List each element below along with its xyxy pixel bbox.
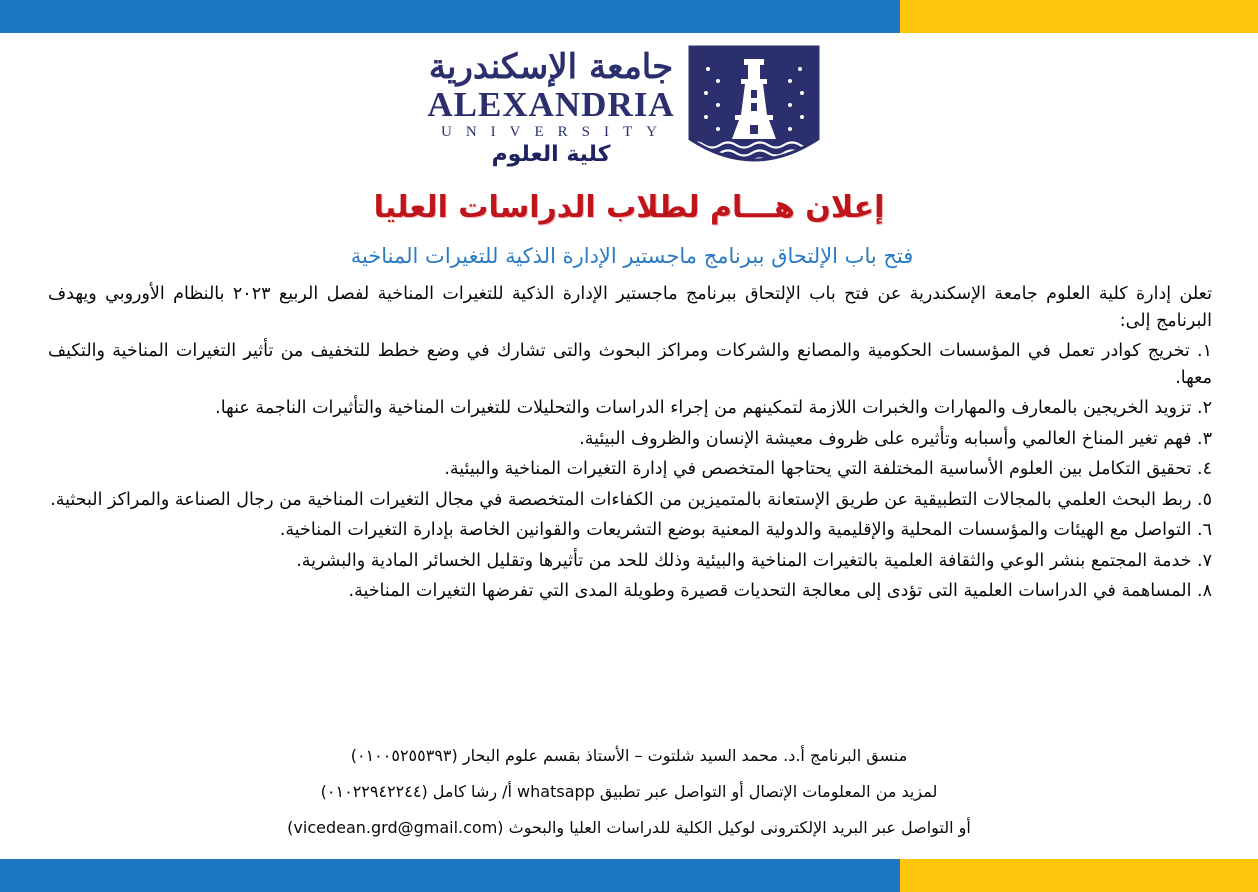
goal-item: ٦. التواصل مع الهيئات والمؤسسات المحلية والإقليمية والدولية المعنية بوضع التشريعات والقوانين الخاصة بإدارة التغيرات المناخية. xyxy=(279,520,1212,540)
announcement-body xyxy=(48,281,1212,609)
coordinator-line: منسق البرنامج أ.د. محمد السيد شلتوت – الأستاذ بقسم علوم البحار (٠١٠٠٥٢٥٥٣٩٣) xyxy=(350,746,908,765)
top-color-band xyxy=(0,0,1258,33)
goal-item: ٣. فهم تغير المناخ العالمي وأسبابه وتأثيره على ظروف معيشة الإنسان والظروف البيئية. xyxy=(579,428,1212,449)
bottom-band-yellow xyxy=(900,859,1258,892)
whatsapp-line: لمزيد من المعلومات الإتصال أو التواصل عبر تطبيق whatsapp أ/ رشا كامل (٠١٠٢٢٩٤٢٢٤٤) xyxy=(320,782,938,801)
goal-item: ٧. خدمة المجتمع بنشر الوعي والثقافة العلمية بالتغيرات المناخية والبيئية وذلك للحد من تأثيرها وتقليل الخسائر المادية والبشرية. xyxy=(296,550,1212,571)
top-band-blue xyxy=(0,0,900,33)
bottom-color-band xyxy=(0,859,1258,892)
announcement-subtitle: فتح باب الإلتحاق ببرنامج ماجستير الإدارة الذكية للتغيرات المناخية xyxy=(350,244,914,268)
announcement-title: إعلان هـــام لطلاب الدراسات العليا xyxy=(373,190,885,225)
goal-item: ٥. ربط البحث العلمي بالمجالات التطبيقية عن طريق الإستعانة بالمتميزين من الكفاءات المتخصصة في مجال التغيرات المناخية من رجال الصناعة والمراكز البحثية. xyxy=(50,489,1212,510)
goal-item: ١. تخريج كوادر تعمل في المؤسسات الحكومية والمصانع والشركات ومراكز البحوث والتى تشارك في وضع خطط للتخفيف من تأثير التغيرات المناخية والتكيف معها. xyxy=(48,341,1212,388)
logo-english-name: ALEXANDRIA xyxy=(427,85,675,124)
intro-paragraph: تعلن إدارة كلية العلوم جامعة الإسكندرية عن فتح باب الإلتحاق ببرنامج ماجستير الإدارة الذكية للتغيرات المناخية لفصل الربيع ٢٠٢٣ بالنظام الأوروبي ويهدف البرنامج إلى: xyxy=(48,284,1212,331)
goal-item: ٨. المساهمة في الدراسات العلمية التى تؤدى إلى معالجة التحديات قصيرة وطويلة المدى التي تفرضها التغيرات المناخية. xyxy=(348,581,1212,601)
goal-item: ٤. تحقيق التكامل بين العلوم الأساسية المختلفة التي يحتاجها المتخصص في إدارة التغيرات المناخية والبيئية. xyxy=(444,459,1212,479)
lighthouse-emblem-icon xyxy=(688,45,820,173)
logo-arabic-name: جامعة الإسكندرية xyxy=(428,47,674,87)
contact-info xyxy=(0,738,1258,846)
goal-item: ٢. تزويد الخريجين بالمعارف والمهارات والخبرات اللازمة لتمكينهم من إجراء الدراسات والتحليلات للتغيرات المناخية والتأثيرات الناجمة عنها. xyxy=(215,398,1212,418)
logo-faculty-name: كلية العلوم xyxy=(491,142,611,167)
top-band-yellow xyxy=(900,0,1258,33)
email-line: أو التواصل عبر البريد الإلكترونى لوكيل الكلية للدراسات العليا والبحوث (vicedean.grd@gmail.com) xyxy=(287,818,971,837)
logo-english-sub: UNIVERSITY xyxy=(441,124,671,140)
bottom-band-blue xyxy=(0,859,900,892)
logo-text-block xyxy=(420,45,682,169)
university-logo xyxy=(420,45,820,175)
